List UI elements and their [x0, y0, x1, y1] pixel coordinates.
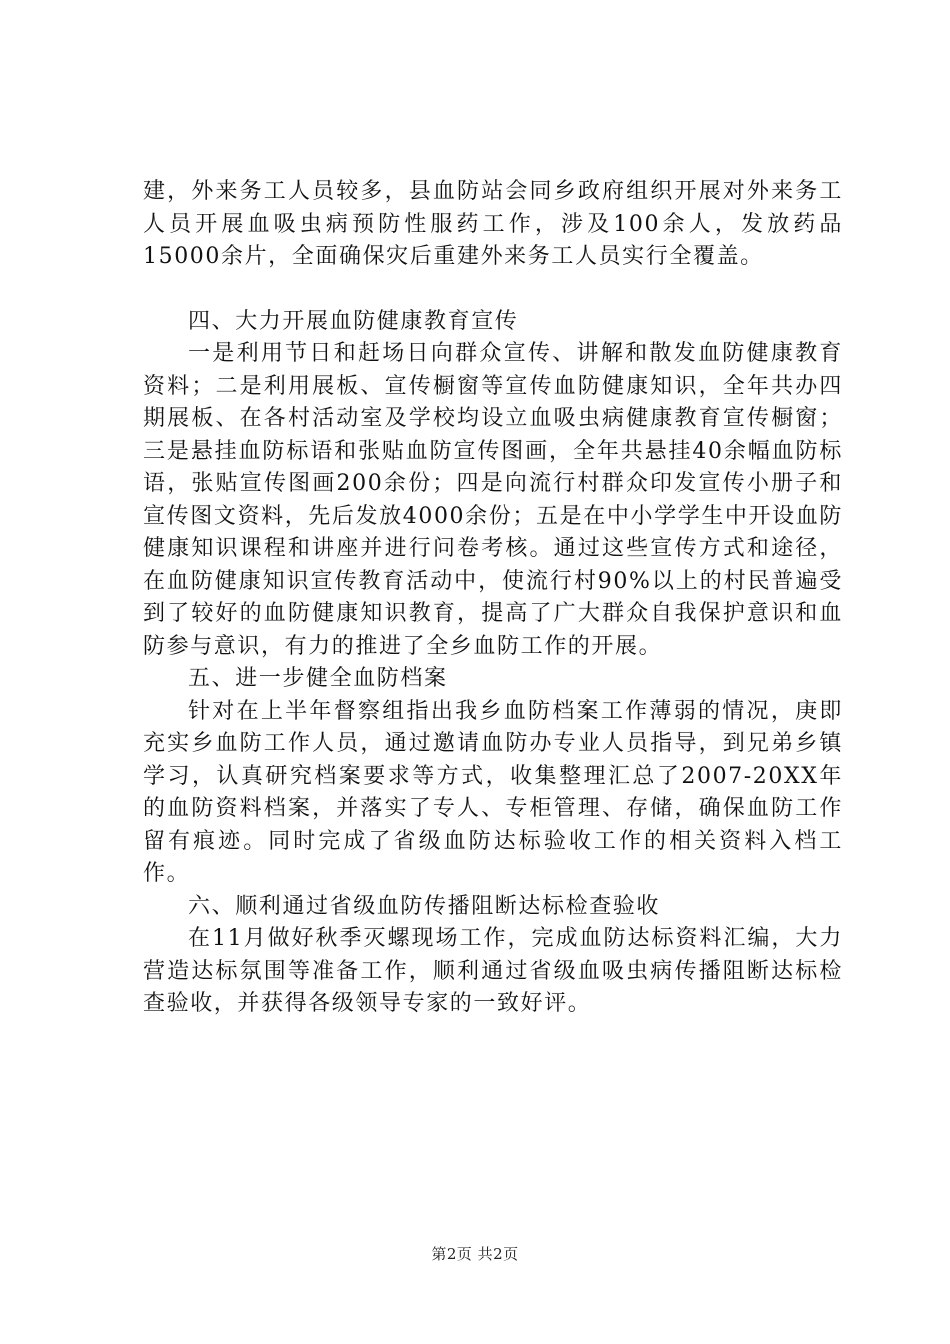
section-heading-5: 五、进一步健全血防档案: [188, 666, 448, 691]
document-body: [143, 176, 843, 1021]
paragraph-gap: [143, 274, 843, 306]
paragraph-archives: 针对在上半年督察组指出我乡血防档案工作薄弱的情况，庚即充实乡血防工作人员，通过邀请血防办专业人员指导，到兄弟乡镇学习，认真研究档案要求等方式，收集整理汇总了2007-20XX年的血防资料档案，并落实了专人、专柜管理、存储，确保血防工作留有痕迹。同时完成了省级血防达标验收工作的相关资料入档工作。: [143, 698, 843, 886]
section-heading-4: 四、大力开展血防健康教育宣传: [188, 308, 519, 334]
page-number-footer: 第2页 共2页: [431, 1245, 519, 1263]
paragraph-acceptance: 在11月做好秋季灭螺现场工作，完成血防达标资料汇编，大力营造达标氛围等准备工作，顺利通过省级血吸虫病传播阻断达标检查验收，并获得各级领导专家的一致好评。: [143, 926, 843, 1016]
paragraph-continuation: 建，外来务工人员较多，县血防站会同乡政府组织开展对外来务工人员开展血吸虫病预防性服药工作，涉及100余人，发放药品15000余片，全面确保灾后重建外来务工人员实行全覆盖。: [143, 179, 843, 269]
section-heading-6: 六、顺利通过省级血防传播阻断达标检查验收: [188, 893, 661, 919]
paragraph-health-education: 一是利用节日和赶场日向群众宣传、讲解和散发血防健康教育资料；二是利用展板、宣传橱窗等宣传血防健康知识，全年共办四期展板、在各村活动室及学校均设立血吸虫病健康教育宣传橱窗；三是悬挂血防标语和张贴血防宣传图画，全年共悬挂40余幅血防标语，张贴宣传图画200余份；四是向流行村群众印发宣传小册子和宣传图文资料，先后发放4000余份；五是在中小学学生中开设血防健康知识课程和讲座并进行问卷考核。通过这些宣传方式和途径，在血防健康知识宣传教育活动中，使流行村90%以上的村民普遍受到了较好的血防健康知识教育，提高了广大群众自我保护意识和血防参与意识，有力的推进了全乡血防工作的开展。: [143, 341, 843, 659]
